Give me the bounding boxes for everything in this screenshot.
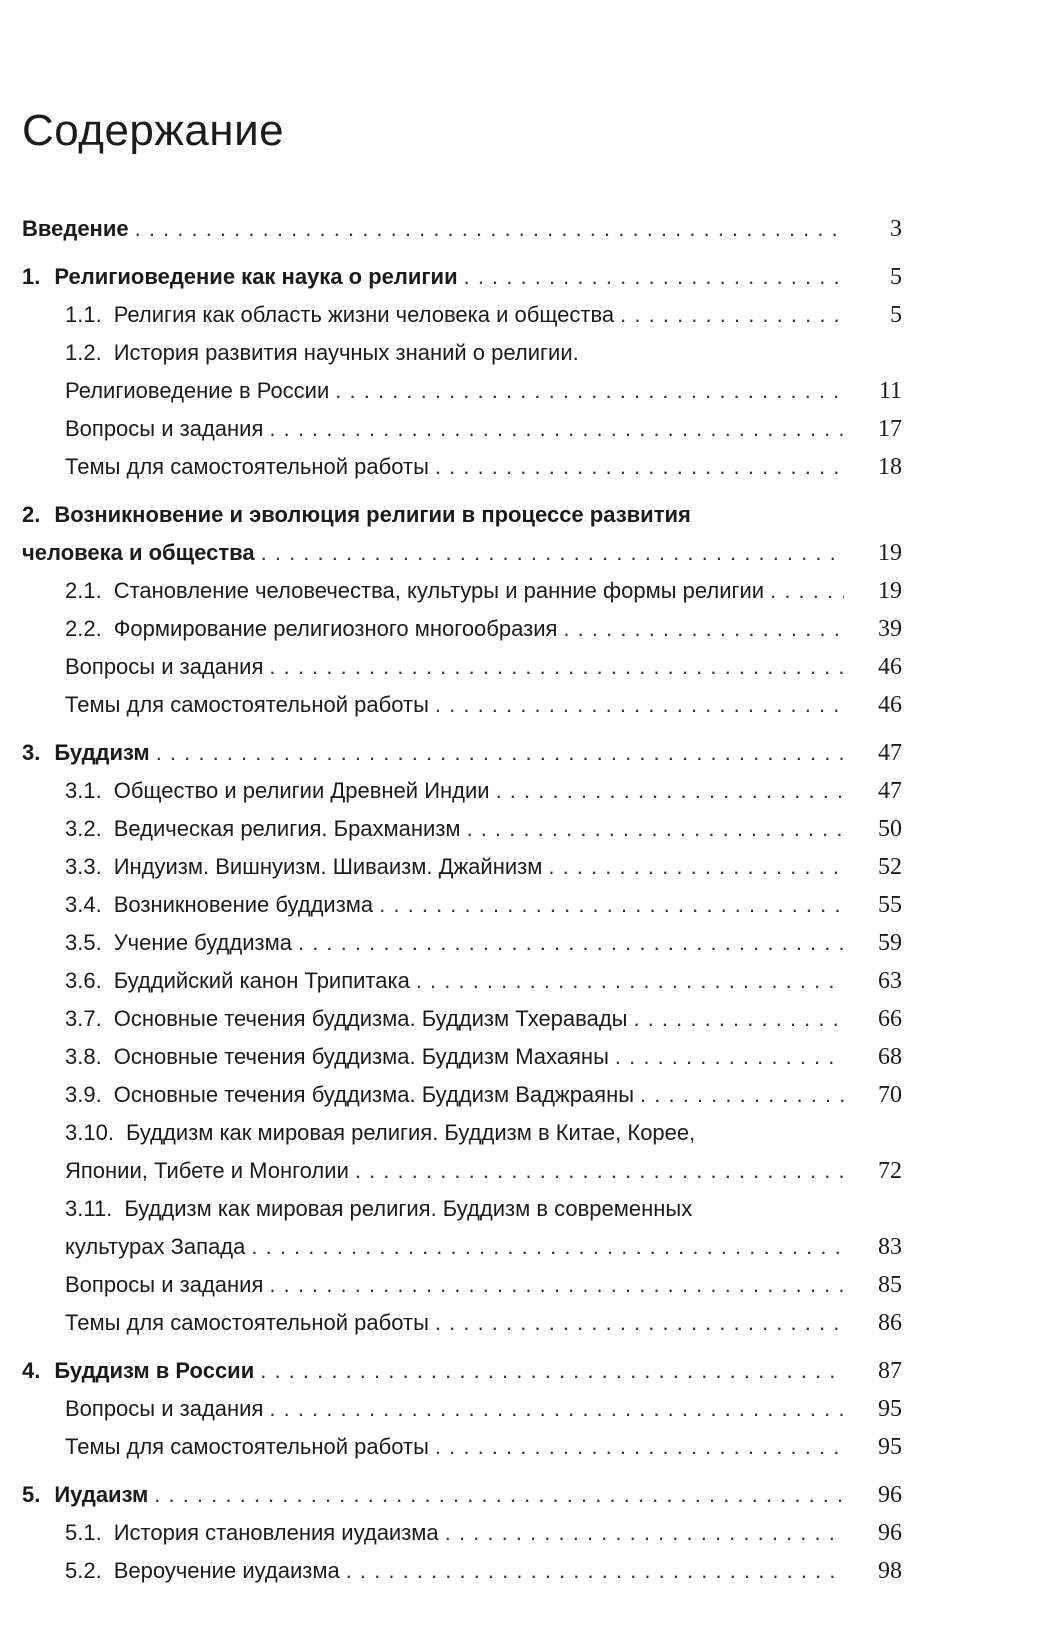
toc-entry-number: 3.5.: [65, 930, 102, 955]
toc-entry-title: Темы для самостоятельной работы: [65, 1434, 429, 1459]
toc-dot-leader: [260, 1352, 844, 1390]
toc-page-number: 47: [878, 778, 902, 804]
toc-page-number: 96: [878, 1482, 902, 1508]
toc-entry-number: 5.: [22, 1482, 41, 1507]
toc-page-number: 46: [878, 692, 902, 718]
toc-entry-title: Темы для самостоятельной работы: [65, 454, 429, 479]
toc-dot-leader: [269, 1266, 844, 1304]
toc-entry-number: 4.: [22, 1358, 41, 1383]
toc-entry-title: Ведическая религия. Брахманизм: [113, 816, 461, 841]
toc-entry: [22, 648, 902, 686]
toc-entry: [22, 1390, 902, 1428]
toc-page-number: 59: [878, 930, 902, 956]
toc-dot-leader: [298, 924, 844, 962]
toc-entry: [22, 686, 902, 724]
toc-page-number: 52: [878, 854, 902, 880]
toc-entry: [22, 1190, 902, 1266]
toc-entry-number: 3.2.: [65, 816, 102, 841]
toc-entry: [22, 1000, 902, 1038]
toc-page-number: 70: [878, 1082, 902, 1108]
toc-page-number: 46: [878, 654, 902, 680]
toc-entry: [22, 448, 902, 486]
toc-entry-title: культурах Запада: [65, 1234, 246, 1259]
toc-entry-title: Буддизм как мировая религия. Буддизм в Китае, Корее,: [125, 1120, 696, 1145]
toc-dot-leader: [467, 810, 844, 848]
toc-entry-title: Религия как область жизни человека и общества: [113, 302, 615, 327]
toc-entry-number: 2.2.: [65, 616, 102, 641]
toc-page-number: 19: [878, 540, 902, 566]
toc-entry: [22, 296, 902, 334]
toc-entry-number: 3.6.: [65, 968, 102, 993]
toc-entry-number: 3.7.: [65, 1006, 102, 1031]
toc-page-number: 86: [878, 1310, 902, 1336]
toc-dot-leader: [548, 848, 844, 886]
toc-entry-number: 3.3.: [65, 854, 102, 879]
toc-dot-leader: [633, 1000, 844, 1038]
toc-entry: [22, 496, 902, 572]
toc-entry-title: Основные течения буддизма. Буддизм Махаяны: [113, 1044, 609, 1069]
toc-entry: [22, 924, 902, 962]
toc-entry: [22, 962, 902, 1000]
toc-dot-leader: [269, 648, 844, 686]
toc-entry-number: 3.1.: [65, 778, 102, 803]
toc-entry-title: Общество и религии Древней Индии: [113, 778, 490, 803]
toc-entry-title: Вопросы и задания: [65, 654, 264, 679]
toc-dot-leader: [563, 610, 844, 648]
toc-page-number: 11: [878, 378, 902, 404]
toc-page-number: 66: [878, 1006, 902, 1032]
toc-entry-title: Основные течения буддизма. Буддизм Тхеравады: [113, 1006, 628, 1031]
toc-entry-number: 3.: [22, 740, 41, 765]
toc-entry: [22, 1076, 902, 1114]
toc-dot-leader: [379, 886, 844, 924]
toc-dot-leader: [435, 448, 844, 486]
toc-dot-leader: [269, 410, 844, 448]
toc-entry: [22, 1304, 902, 1342]
toc-dot-leader: [615, 1038, 844, 1076]
toc-dot-leader: [464, 258, 844, 296]
toc-entry-title: Вероучение иудаизма: [113, 1558, 340, 1583]
toc-entry-title: Учение буддизма: [113, 930, 292, 955]
toc-page-number: 17: [878, 416, 902, 442]
toc-entry-title: Буддийский канон Трипитака: [113, 968, 410, 993]
toc-entry-number: 3.8.: [65, 1044, 102, 1069]
toc-entry-number: 3.10.: [65, 1120, 114, 1145]
toc-dot-leader: [445, 1514, 844, 1552]
toc-dot-leader: [620, 296, 844, 334]
toc-dot-leader: [135, 210, 844, 248]
toc-entry-title: Религиоведение как наука о религии: [54, 264, 458, 289]
toc-entry: [22, 410, 902, 448]
toc-page-number: 87: [878, 1358, 902, 1384]
toc-entry-title: Иудаизм: [54, 1482, 149, 1507]
toc-entry: [22, 1552, 902, 1590]
toc-dot-leader: [335, 372, 844, 410]
toc-page-number: 95: [878, 1396, 902, 1422]
toc-entry-number: 2.: [22, 502, 41, 527]
toc-entry-number: 5.2.: [65, 1558, 102, 1583]
toc-dot-leader: [156, 734, 844, 772]
toc-entry: [22, 1038, 902, 1076]
toc-entry: [22, 886, 902, 924]
toc-entry: [22, 1266, 902, 1304]
toc-entry-title: Вопросы и задания: [65, 416, 264, 441]
toc-entry-title: Возникновение и эволюция религии в процессе развития: [54, 502, 691, 527]
toc-entry-number: 1.2.: [65, 340, 102, 365]
toc-dot-leader: [261, 534, 844, 572]
toc-entry: [22, 610, 902, 648]
toc-page-number: 95: [878, 1434, 902, 1460]
toc-dot-leader: [251, 1228, 844, 1266]
toc-entry-number: 5.1.: [65, 1520, 102, 1545]
toc-dot-leader: [435, 1304, 844, 1342]
toc-entry-title: Введение: [22, 216, 129, 241]
toc-entry-number: 3.11.: [65, 1196, 113, 1221]
toc-page-number: 39: [878, 616, 902, 642]
toc-entry-number: 3.4.: [65, 892, 102, 917]
toc-entry-title: Темы для самостоятельной работы: [65, 692, 429, 717]
toc-entry: [22, 734, 902, 772]
toc-dot-leader: [269, 1390, 844, 1428]
toc-entry-title: Японии, Тибете и Монголии: [65, 1158, 349, 1183]
toc-entry-number: 2.1.: [65, 578, 102, 603]
toc-page-number: 47: [878, 740, 902, 766]
toc-page-number: 18: [878, 454, 902, 480]
toc-entry-title: Основные течения буддизма. Буддизм Ваджраяны: [113, 1082, 635, 1107]
toc-entry-title: Темы для самостоятельной работы: [65, 1310, 429, 1335]
toc-dot-leader: [355, 1152, 844, 1190]
toc-entry: [22, 772, 902, 810]
toc-entry-number: 3.9.: [65, 1082, 102, 1107]
toc-entry: [22, 210, 902, 248]
toc-entry: [22, 258, 902, 296]
toc-page-number: 85: [878, 1272, 902, 1298]
toc-page-number: 55: [878, 892, 902, 918]
toc-entry-title: Вопросы и задания: [65, 1396, 264, 1421]
toc-dot-leader: [416, 962, 844, 1000]
toc-dot-leader: [346, 1552, 844, 1590]
toc-dot-leader: [496, 772, 844, 810]
toc-entry-title: История развития научных знаний о религии.: [113, 340, 579, 365]
toc-entry: [22, 1352, 902, 1390]
toc-entry-title: Буддизм в России: [54, 1358, 255, 1383]
toc-entry: [22, 1114, 902, 1190]
toc-page-number: 83: [878, 1234, 902, 1260]
toc-page-number: 68: [878, 1044, 902, 1070]
toc-entry-title: Религиоведение в России: [65, 378, 330, 403]
toc-page-number: 63: [878, 968, 902, 994]
toc-entry-title: Вопросы и задания: [65, 1272, 264, 1297]
toc-dot-leader: [640, 1076, 844, 1114]
toc-entry: [22, 572, 902, 610]
toc-dot-leader: [435, 1428, 844, 1466]
toc-entry: [22, 1514, 902, 1552]
toc-page-number: 5: [890, 264, 902, 290]
toc-page-number: 72: [878, 1158, 902, 1184]
toc-page-number: 19: [878, 578, 902, 604]
toc-entry: [22, 1428, 902, 1466]
toc-entry-title: Буддизм: [54, 740, 150, 765]
toc-page-number: 5: [890, 302, 902, 328]
toc-page-number: 96: [878, 1520, 902, 1546]
toc-entry-title: Индуизм. Вишнуизм. Шиваизм. Джайнизм: [113, 854, 543, 879]
toc-entry-number: 1.1.: [65, 302, 102, 327]
toc-entry-number: 1.: [22, 264, 41, 289]
toc-page-number: 50: [878, 816, 902, 842]
toc-dot-leader: [435, 686, 844, 724]
toc-entry-title: Формирование религиозного многообразия: [113, 616, 558, 641]
toc-dot-leader: [770, 572, 844, 610]
toc-entry: [22, 334, 902, 410]
toc-entry-title: Возникновение буддизма: [113, 892, 374, 917]
toc-page-number: 98: [878, 1558, 902, 1584]
toc-dot-leader: [154, 1476, 844, 1514]
table-of-contents: [22, 210, 902, 1590]
toc-entry: [22, 810, 902, 848]
toc-page-number: 3: [890, 216, 902, 242]
toc-entry-title: Становление человечества, культуры и ранние формы религии: [113, 578, 765, 603]
page-title: Содержание: [22, 106, 285, 155]
toc-entry-title: Буддизм как мировая религия. Буддизм в современных: [124, 1196, 693, 1221]
toc-entry: [22, 848, 902, 886]
toc-entry-title: История становления иудаизма: [113, 1520, 439, 1545]
toc-entry: [22, 1476, 902, 1514]
toc-entry-title: человека и общества: [22, 540, 255, 565]
